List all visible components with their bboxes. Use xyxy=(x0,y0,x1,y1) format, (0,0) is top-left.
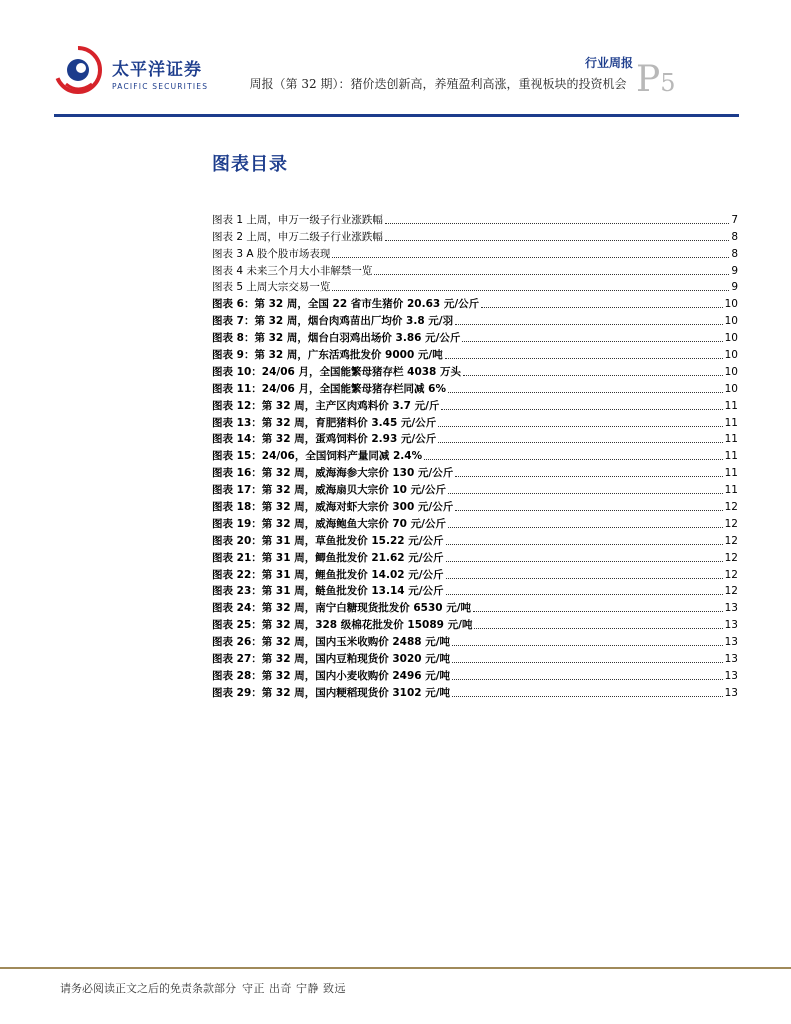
toc-entry-page: 9 xyxy=(731,281,738,294)
toc-entry-page: 13 xyxy=(724,619,738,632)
toc-entry-page: 9 xyxy=(731,264,738,277)
toc-entry[interactable] xyxy=(212,379,738,396)
toc-entry-label: 图表 14：第 32 周，蛋鸡饲料价 2.93 元/公斤 xyxy=(212,433,437,446)
toc-leader-dots xyxy=(445,358,723,359)
toc-entry-page: 8 xyxy=(731,247,738,260)
toc-entry-label: 图表 7：第 32 周，烟台肉鸡苗出厂均价 3.8 元/羽 xyxy=(212,315,454,328)
toc-leader-dots xyxy=(455,510,722,511)
toc-entry[interactable] xyxy=(212,210,738,227)
toc-entry[interactable] xyxy=(212,362,738,379)
toc-entry-label: 图表 27：第 32 周，国内豆粕现货价 3020 元/吨 xyxy=(212,653,451,666)
toc-leader-dots xyxy=(374,274,729,275)
toc-entry-page: 10 xyxy=(724,315,738,328)
toc-entry-page: 10 xyxy=(724,298,738,311)
toc-entry-label: 图表 21：第 31 周，鲫鱼批发价 21.62 元/公斤 xyxy=(212,551,444,564)
toc-entry[interactable] xyxy=(212,632,738,649)
toc-leader-dots xyxy=(446,594,723,595)
toc-entry-label: 图表 20：第 31 周，草鱼批发价 15.22 元/公斤 xyxy=(212,534,444,547)
brand-name-cn: 太平洋证券 xyxy=(112,60,202,80)
toc-leader-dots xyxy=(448,392,723,393)
toc-entry-page: 12 xyxy=(724,551,738,564)
toc-leader-dots xyxy=(452,679,723,680)
toc-leader-dots xyxy=(424,459,723,460)
toc-leader-dots xyxy=(448,527,723,528)
footer-divider xyxy=(0,967,791,969)
toc-leader-dots xyxy=(446,544,723,545)
toc-entry[interactable] xyxy=(212,598,738,615)
toc-entry-page: 10 xyxy=(724,332,738,345)
toc-entry-page: 10 xyxy=(724,382,738,395)
toc-entry[interactable] xyxy=(212,497,738,514)
footer xyxy=(60,980,346,996)
toc-entry[interactable] xyxy=(212,582,738,599)
toc-entry-page: 12 xyxy=(724,585,738,598)
page-letter: P xyxy=(636,59,661,100)
footer-disclaimer: 请务必阅读正文之后的免责条款部分 xyxy=(60,982,236,995)
toc-entry[interactable] xyxy=(212,683,738,700)
toc-entry-page: 13 xyxy=(724,669,738,682)
toc-entry-label: 图表 22：第 31 周，鲤鱼批发价 14.02 元/公斤 xyxy=(212,568,444,581)
toc-entry-page: 11 xyxy=(724,484,738,497)
toc-leader-dots xyxy=(455,476,722,477)
toc-entry-page: 12 xyxy=(724,534,738,547)
toc-entry[interactable] xyxy=(212,311,738,328)
toc-entry-label: 图表 15：24/06，全国饲料产量同减 2.4% xyxy=(212,450,423,463)
toc-entry-page: 13 xyxy=(724,653,738,666)
toc-leader-dots xyxy=(385,223,729,224)
toc-entry[interactable] xyxy=(212,463,738,480)
toc-entry[interactable] xyxy=(212,430,738,447)
toc-entry-page: 13 xyxy=(724,602,738,615)
toc-entry-label: 图表 10：24/06 月，全国能繁母猪存栏 4038 万头 xyxy=(212,365,462,378)
toc-entry[interactable] xyxy=(212,615,738,632)
toc-leader-dots xyxy=(455,324,722,325)
toc-leader-dots xyxy=(385,240,729,241)
pacific-securities-logo xyxy=(52,44,104,96)
toc-entry-page: 11 xyxy=(724,467,738,480)
toc-entry-label: 图表 8：第 32 周，烟台白羽鸡出场价 3.86 元/公斤 xyxy=(212,332,461,345)
toc-entry[interactable] xyxy=(212,514,738,531)
page-number: 5 xyxy=(660,69,676,97)
toc-entry-label: 图表 12：第 32 周，主产区肉鸡料价 3.7 元/斤 xyxy=(212,399,440,412)
toc-entry[interactable] xyxy=(212,244,738,261)
toc-leader-dots xyxy=(438,442,722,443)
toc-entry[interactable] xyxy=(212,548,738,565)
toc-leader-dots xyxy=(332,290,729,291)
toc-leader-dots xyxy=(446,578,723,579)
toc-entry-label: 图表 23：第 31 周，鲢鱼批发价 13.14 元/公斤 xyxy=(212,585,444,598)
toc-leader-dots xyxy=(446,561,723,562)
header-divider xyxy=(54,114,739,117)
toc-entry-page: 12 xyxy=(724,517,738,530)
toc-entry[interactable] xyxy=(212,413,738,430)
toc-entry-label: 图表 19：第 32 周，威海鲍鱼大宗价 70 元/公斤 xyxy=(212,517,446,530)
toc-entry-page: 13 xyxy=(724,686,738,699)
toc-leader-dots xyxy=(481,307,722,308)
toc-entry-page: 13 xyxy=(724,636,738,649)
toc-leader-dots xyxy=(452,662,723,663)
toc-entry-label: 图表 18：第 32 周，威海对虾大宗价 300 元/公斤 xyxy=(212,501,454,514)
toc-leader-dots xyxy=(463,375,723,376)
toc-entry[interactable] xyxy=(212,396,738,413)
toc-entry-label: 图表 9：第 32 周，广东活鸡批发价 9000 元/吨 xyxy=(212,349,443,362)
toc-entry[interactable] xyxy=(212,666,738,683)
toc-entry[interactable] xyxy=(212,278,738,295)
toc-entry-page: 11 xyxy=(724,399,738,412)
toc-entry[interactable] xyxy=(212,531,738,548)
toc-entry-label: 图表 28：第 32 周，国内小麦收购价 2496 元/吨 xyxy=(212,669,451,682)
toc-entry-label: 图表 4 未来三个月大小非解禁一览 xyxy=(212,264,373,277)
brand-name-en: PACIFIC SECURITIES xyxy=(112,82,209,91)
toc-entry-page: 12 xyxy=(724,501,738,514)
page-number-mark xyxy=(636,60,676,100)
toc-entry-label: 图表 17：第 32 周，威海扇贝大宗价 10 元/公斤 xyxy=(212,484,446,497)
toc-entry[interactable] xyxy=(212,261,738,278)
toc-title: 图表目录 xyxy=(212,154,288,175)
footer-motto: 守正 出奇 宁静 致远 xyxy=(242,982,346,995)
toc-leader-dots xyxy=(473,611,723,612)
toc-entry[interactable] xyxy=(212,294,738,311)
toc-entry[interactable] xyxy=(212,227,738,244)
toc-entry-label: 图表 29：第 32 周，国内粳稻现货价 3102 元/吨 xyxy=(212,686,451,699)
toc-leader-dots xyxy=(452,645,723,646)
toc-entry[interactable] xyxy=(212,649,738,666)
toc-entry-label: 图表 11：24/06 月，全国能繁母猪存栏同减 6% xyxy=(212,382,446,395)
toc-entry-page: 8 xyxy=(731,230,738,243)
report-type: 行业周报 xyxy=(584,56,633,70)
toc-list xyxy=(212,210,738,700)
toc-entry-page: 10 xyxy=(724,365,738,378)
toc-leader-dots xyxy=(448,493,723,494)
toc-entry-page: 7 xyxy=(731,213,738,226)
toc-entry-label: 图表 13：第 32 周，育肥猪料价 3.45 元/公斤 xyxy=(212,416,437,429)
toc-entry-label: 图表 16：第 32 周，威海海参大宗价 130 元/公斤 xyxy=(212,467,454,480)
toc-entry-page: 11 xyxy=(724,450,738,463)
toc-entry-label: 图表 2 上周，申万二级子行业涨跌幅 xyxy=(212,230,383,243)
toc-leader-dots xyxy=(474,628,722,629)
toc-entry[interactable] xyxy=(212,345,738,362)
toc-entry[interactable] xyxy=(212,446,738,463)
toc-leader-dots xyxy=(332,257,729,258)
toc-entry-label: 图表 24：第 32 周，南宁白糖现货批发价 6530 元/吨 xyxy=(212,602,472,615)
toc-entry[interactable] xyxy=(212,565,738,582)
toc-leader-dots xyxy=(438,426,722,427)
toc-entry-label: 图表 5 上周大宗交易一览 xyxy=(212,281,331,294)
toc-entry-page: 11 xyxy=(724,416,738,429)
report-title: 周报（第 32 期）：猪价迭创新高，养殖盈利高涨，重视板块的投资机会 xyxy=(249,77,627,91)
toc-entry-label: 图表 1 上周，申万一级子行业涨跌幅 xyxy=(212,213,383,226)
toc-entry-page: 10 xyxy=(724,349,738,362)
toc-entry[interactable] xyxy=(212,328,738,345)
toc-entry-label: 图表 6：第 32 周，全国 22 省市生猪价 20.63 元/公斤 xyxy=(212,298,480,311)
toc-entry[interactable] xyxy=(212,480,738,497)
toc-entry-page: 11 xyxy=(724,433,738,446)
toc-entry-label: 图表 26：第 32 周，国内玉米收购价 2488 元/吨 xyxy=(212,636,451,649)
toc-entry-label: 图表 3 A 股个股市场表现 xyxy=(212,247,331,260)
toc-entry-label: 图表 25：第 32 周，328 级棉花批发价 15089 元/吨 xyxy=(212,619,473,632)
toc-leader-dots xyxy=(452,696,723,697)
toc-leader-dots xyxy=(441,409,722,410)
toc-leader-dots xyxy=(462,341,722,342)
toc-entry-page: 12 xyxy=(724,568,738,581)
